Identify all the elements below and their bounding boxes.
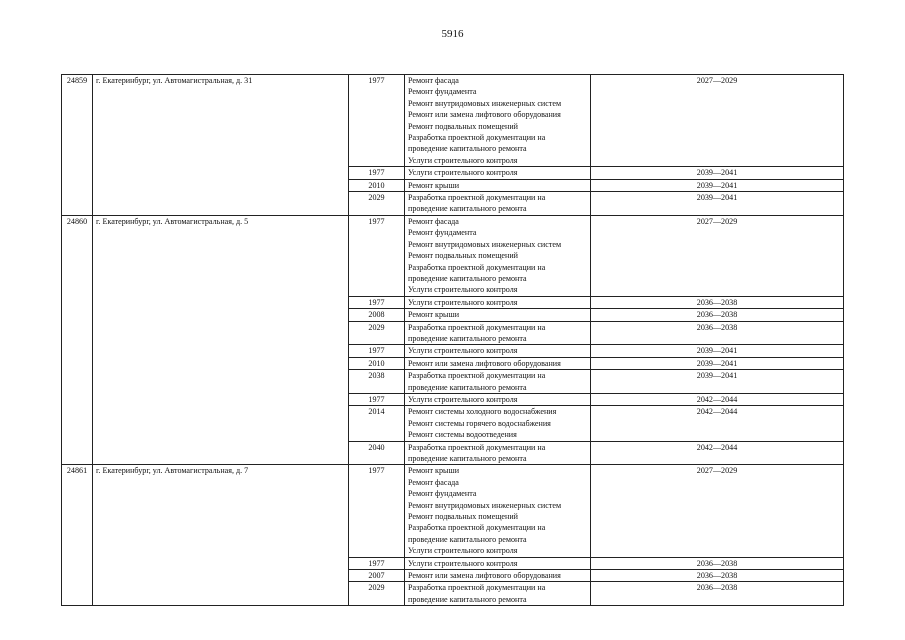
work-types-cell <box>405 465 591 557</box>
work-types-cell <box>405 215 591 296</box>
planned-period: 2036—2038 <box>591 557 844 569</box>
table-row <box>62 215 844 296</box>
work-type: Ремонт внутридомовых инженерных систем <box>408 98 562 108</box>
commission-year: 2007 <box>349 570 405 582</box>
work-type: Разработка проектной документации на <box>408 193 546 203</box>
work-type: Разработка проектной документации на <box>408 262 546 272</box>
work-type: Ремонт системы горячего водоснабжения <box>408 418 551 428</box>
planned-period: 2036—2038 <box>591 570 844 582</box>
work-type: Услуги строительного контроля <box>408 285 518 295</box>
planned-period: 2039—2041 <box>591 167 844 179</box>
work-type: Ремонт системы водоотведения <box>408 430 517 440</box>
work-types-cell <box>405 557 591 569</box>
work-types-cell <box>405 309 591 321</box>
work-type: Ремонт крыши <box>408 466 460 476</box>
work-type: Услуги строительного контроля <box>408 558 518 568</box>
work-type: Услуги строительного контроля <box>408 346 518 356</box>
commission-year: 1977 <box>349 167 405 179</box>
commission-year: 2010 <box>349 357 405 369</box>
table-row <box>62 465 844 557</box>
work-type: Ремонт фундамента <box>408 228 477 238</box>
commission-year: 1977 <box>349 393 405 405</box>
work-types-cell <box>405 296 591 308</box>
work-type: Услуги строительного контроля <box>408 394 518 404</box>
work-type: Услуги строительного контроля <box>408 168 518 178</box>
commission-year: 2040 <box>349 441 405 465</box>
planned-period: 2039—2041 <box>591 370 844 394</box>
planned-period: 2036—2038 <box>591 296 844 308</box>
building-number: 24861 <box>62 465 93 606</box>
commission-year: 2014 <box>349 406 405 441</box>
planned-period: 2039—2041 <box>591 357 844 369</box>
work-types-cell <box>405 393 591 405</box>
work-types-cell <box>405 345 591 357</box>
work-type: Ремонт или замена лифтового оборудования <box>408 571 561 581</box>
work-type: Ремонт крыши <box>408 310 460 320</box>
work-type: Разработка проектной документации на <box>408 583 546 593</box>
commission-year: 2038 <box>349 370 405 394</box>
table-body <box>62 75 844 606</box>
planned-period: 2039—2041 <box>591 345 844 357</box>
work-type: проведение капитального ремонта <box>408 144 527 154</box>
work-type: Ремонт внутридомовых инженерных систем <box>408 239 562 249</box>
work-type: Ремонт подвальных помещений <box>408 512 519 522</box>
work-type: проведение капитального ремонта <box>408 204 527 214</box>
building-number: 24860 <box>62 215 93 465</box>
planned-period: 2039—2041 <box>591 192 844 216</box>
repair-schedule-table <box>61 74 844 606</box>
work-type: Ремонт фасада <box>408 76 459 85</box>
work-type: Разработка проектной документации на <box>408 523 546 533</box>
work-type: проведение капитального ремонта <box>408 273 527 283</box>
work-types-cell <box>405 179 591 191</box>
planned-period: 2027—2029 <box>591 75 844 167</box>
work-type: проведение капитального ремонта <box>408 594 527 604</box>
commission-year: 2010 <box>349 179 405 191</box>
work-type: Ремонт системы холодного водоснабжения <box>408 407 557 417</box>
work-types-cell <box>405 357 591 369</box>
planned-period: 2042—2044 <box>591 393 844 405</box>
planned-period: 2036—2038 <box>591 309 844 321</box>
work-type: Услуги строительного контроля <box>408 546 518 556</box>
work-type: проведение капитального ремонта <box>408 382 527 392</box>
commission-year: 1977 <box>349 557 405 569</box>
work-type: Разработка проектной документации на <box>408 442 546 452</box>
commission-year: 1977 <box>349 465 405 557</box>
work-type: Ремонт фасада <box>408 477 459 487</box>
work-types-cell <box>405 441 591 465</box>
planned-period: 2042—2044 <box>591 441 844 465</box>
building-address: г. Екатеринбург, ул. Автомагистральная, д. 31 <box>93 75 349 216</box>
commission-year: 2029 <box>349 192 405 216</box>
work-types-cell <box>405 321 591 345</box>
table-row <box>62 75 844 167</box>
page-number: 5916 <box>441 28 464 40</box>
commission-year: 1977 <box>349 345 405 357</box>
work-type: Ремонт фундамента <box>408 87 477 97</box>
work-types-cell <box>405 406 591 441</box>
planned-period: 2039—2041 <box>591 179 844 191</box>
commission-year: 2008 <box>349 309 405 321</box>
building-address: г. Екатеринбург, ул. Автомагистральная, д. 5 <box>93 215 349 465</box>
work-type: Разработка проектной документации на <box>408 133 546 143</box>
commission-year: 1977 <box>349 75 405 167</box>
commission-year: 2029 <box>349 321 405 345</box>
work-types-cell <box>405 75 591 167</box>
work-type: Разработка проектной документации на <box>408 322 546 332</box>
commission-year: 1977 <box>349 296 405 308</box>
planned-period: 2027—2029 <box>591 465 844 557</box>
work-type: Услуги строительного контроля <box>408 297 518 307</box>
work-type: Услуги строительного контроля <box>408 155 518 165</box>
commission-year: 2029 <box>349 582 405 606</box>
work-types-cell <box>405 167 591 179</box>
work-type: Ремонт или замена лифтового оборудования <box>408 110 561 120</box>
work-type: Разработка проектной документации на <box>408 371 546 381</box>
work-type: Ремонт фасада <box>408 216 459 226</box>
work-type: проведение капитального ремонта <box>408 534 527 544</box>
work-type: Ремонт подвальных помещений <box>408 121 519 131</box>
work-type: Ремонт крыши <box>408 180 460 190</box>
work-type: Ремонт фундамента <box>408 489 477 499</box>
work-types-cell <box>405 192 591 216</box>
work-types-cell <box>405 370 591 394</box>
building-number: 24859 <box>62 75 93 216</box>
planned-period: 2027—2029 <box>591 215 844 296</box>
work-type: проведение капитального ремонта <box>408 454 527 463</box>
planned-period: 2036—2038 <box>591 582 844 606</box>
planned-period: 2042—2044 <box>591 406 844 441</box>
work-type: Ремонт или замена лифтового оборудования <box>408 358 561 368</box>
work-type: Ремонт внутридомовых инженерных систем <box>408 500 562 510</box>
work-types-cell <box>405 582 591 606</box>
building-address: г. Екатеринбург, ул. Автомагистральная, д. 7 <box>93 465 349 606</box>
work-type: проведение капитального ремонта <box>408 333 527 343</box>
work-type: Ремонт подвальных помещений <box>408 251 519 261</box>
planned-period: 2036—2038 <box>591 321 844 345</box>
work-types-cell <box>405 570 591 582</box>
commission-year: 1977 <box>349 215 405 296</box>
